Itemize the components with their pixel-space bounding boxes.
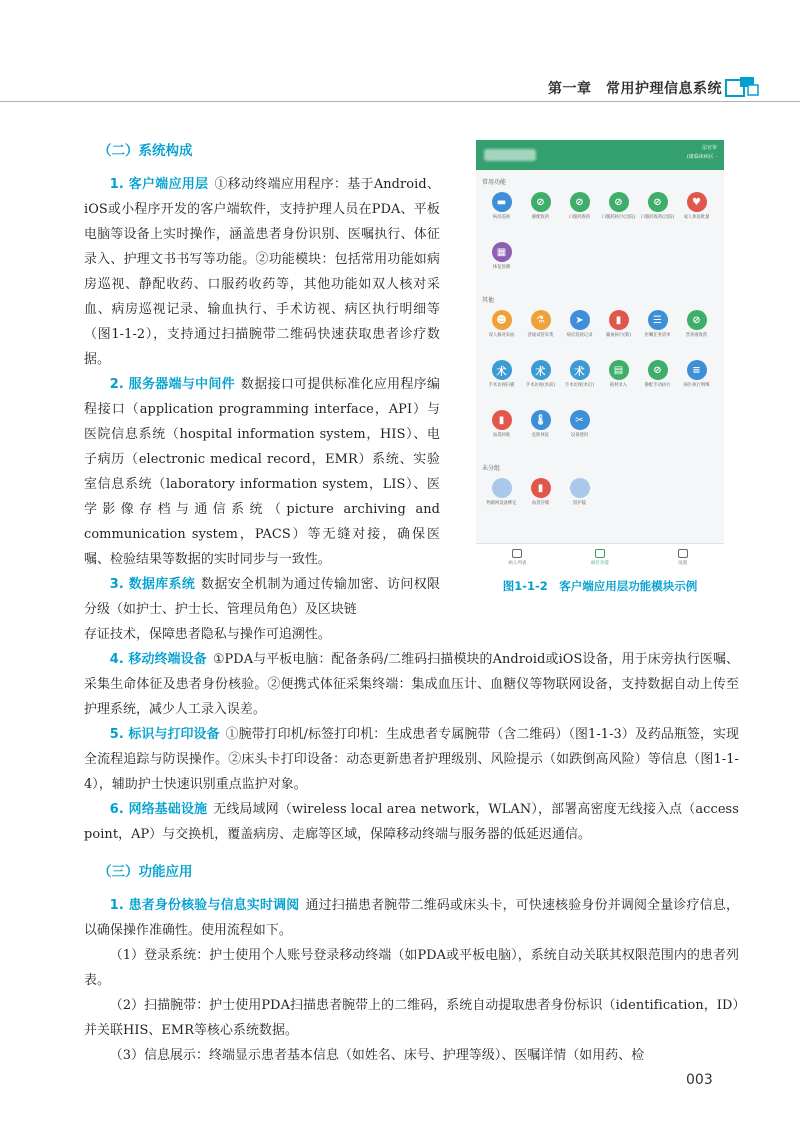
app-section-title: 未分组 bbox=[482, 465, 501, 472]
paragraph-server-middleware bbox=[84, 372, 440, 572]
syringe-icon: ⊘ bbox=[648, 360, 668, 380]
app-label: 普通试管采集 bbox=[527, 333, 554, 338]
paragraph-database-continued bbox=[84, 622, 739, 647]
term-network: 6. 网络基础设施 bbox=[109, 802, 208, 817]
app-label: 留护镜 bbox=[573, 501, 586, 506]
text-identity-check: 通过扫描患者腕带二维码或床头卡，可快速核验身份并调阅全量诊疗信息，以确保操作准确性。使用流程如下。 bbox=[84, 898, 739, 938]
surgery-icon: 术 bbox=[492, 360, 512, 380]
app-label: 血袋存储 bbox=[531, 501, 550, 506]
wrapped-column bbox=[84, 172, 440, 622]
chapter-title: 第一章 常用护理信息系统 bbox=[548, 81, 722, 97]
step-info-display: （3）信息展示：终端显示患者基本信息（如姓名、床号、护理等级）、医嘱详情（如用药、检 bbox=[109, 1048, 645, 1063]
app-label: 设备使用 bbox=[570, 433, 589, 438]
heartbeat-icon: ♥ bbox=[687, 192, 707, 212]
app-label: 口服药执行(出院) bbox=[601, 215, 636, 220]
pill-icon: ⊘ bbox=[609, 192, 629, 212]
paragraph-client-layer bbox=[84, 172, 440, 372]
app-label: 手术访视(术前) bbox=[525, 383, 556, 388]
page-content bbox=[84, 140, 739, 1068]
term-client-layer: 1. 客户端应用层 bbox=[109, 177, 209, 192]
term-server-middleware: 2. 服务器端与中间件 bbox=[109, 377, 236, 392]
app-label: 医嘱任务清单 bbox=[644, 333, 671, 338]
paragraph-mobile-devices bbox=[84, 647, 739, 722]
send-icon: ➤ bbox=[570, 310, 590, 330]
surgery-icon: 术 bbox=[570, 360, 590, 380]
term-database: 3. 数据库系统 bbox=[109, 577, 196, 592]
phone-user-name: 法官审 bbox=[701, 145, 717, 151]
app-label: 静配手动执行 bbox=[644, 383, 671, 388]
text-network: 无线局域网（wireless local area network，WLAN），部署高密度无线接入点（access point，AP）与交换机，覆盖病房、走廊等区域，保障移动终端与服务器的低延迟通信。 bbox=[84, 802, 739, 842]
text-label-printing: ①腕带打印机/标签打印机：生成患者专属腕带（含二维码）（图1-1-3）及药品瓶签，实现全流程追踪与防误操作。②床头卡打印设备：动态更新患者护理级别、风险提示（如跌倒高风险）等信息（图1-1-4），辅助护士快速识别重点监护对象。 bbox=[84, 727, 739, 792]
figure-caption: 图1-1-2 客户端应用层功能模块示例 bbox=[502, 579, 698, 593]
paragraph-network bbox=[84, 797, 739, 847]
text-client-layer: ①移动终端应用程序：基于Android、iOS或小程序开发的客户端软件，支持护理人员在PDA、平板电脑等设备上实时操作，涵盖患者身份识别、医嘱执行、体征录入、护理文书书写等功能。②功能模块：包括常用功能如病房巡视、静配收药、口服药收药等，其他功能如双人核对采血、病房巡视记录、输血执行、手术访视、病区执行明细等（图1-1-2），支持通过扫描腕带二维码快速获取患者诊疗数据。 bbox=[84, 177, 440, 367]
nav-label: 设置 bbox=[678, 560, 688, 566]
app-label: 手术访视扫描 bbox=[488, 383, 515, 388]
nav-label: 病区功能 bbox=[590, 560, 609, 566]
pill-icon: ⊘ bbox=[648, 192, 668, 212]
app-label: 病房巡视 bbox=[492, 215, 511, 220]
section-heading-function-application: （三）功能应用 bbox=[98, 864, 193, 880]
paragraph-database bbox=[84, 572, 440, 622]
pill-icon: ⊘ bbox=[531, 192, 551, 212]
term-identity-check: 1. 患者身份核验与信息实时调阅 bbox=[109, 898, 300, 913]
term-mobile-devices: 4. 移动终端设备 bbox=[109, 652, 207, 667]
app-label: 物联网设备绑定 bbox=[486, 501, 517, 506]
term-label-printing: 5. 标识与打印设备 bbox=[109, 727, 220, 742]
chapter-mark-icon bbox=[724, 76, 760, 98]
app-label: 手术访视(术后) bbox=[564, 383, 595, 388]
grid-check-icon: ▦ bbox=[492, 242, 512, 262]
paragraph-label-printing bbox=[84, 722, 739, 797]
blood-bag-icon: ▮ bbox=[531, 478, 551, 498]
blood-bag-icon: ▮ bbox=[492, 410, 512, 430]
app-label: 体征预测 bbox=[492, 265, 511, 270]
app-label: 成人体征批量 bbox=[683, 215, 710, 220]
bed-icon: ▬ bbox=[492, 192, 512, 212]
app-label: 耗材录入 bbox=[609, 383, 628, 388]
app-label: 营养液收药 bbox=[685, 333, 708, 338]
pill-icon: ⊘ bbox=[687, 310, 707, 330]
step-login: （1）登录系统：护士使用个人账号登录移动终端（如PDA或平板电脑），系统自动关联其权限范围内的患者列表。 bbox=[84, 948, 739, 988]
surgery-icon: 术 bbox=[531, 360, 551, 380]
app-label: 危险体征 bbox=[531, 433, 550, 438]
app-label: 口服药收药 bbox=[568, 215, 591, 220]
text-database-wrapped: 数据安全机制为通过传输加密、访问权限分级（如护士、护士长、管理员角色）及区块链 bbox=[84, 577, 440, 617]
flask-icon: ⚗ bbox=[531, 310, 551, 330]
page-number: 003 bbox=[686, 1072, 713, 1088]
app-label: 血袋回收 bbox=[492, 433, 511, 438]
app-label: 双人核对采血 bbox=[488, 333, 515, 338]
list-icon: ≡ bbox=[687, 360, 707, 380]
app-label: 口服药收药(出院) bbox=[640, 215, 675, 220]
app-section-title: 其他 bbox=[482, 297, 495, 304]
pill-icon: ⊘ bbox=[570, 192, 590, 212]
header-rule bbox=[0, 101, 800, 102]
app-label: 病房巡视记录 bbox=[566, 333, 593, 338]
clipboard-search-icon: ☰ bbox=[648, 310, 668, 330]
thermometer-icon: 🌡 bbox=[531, 410, 551, 430]
section-heading-system-composition: （二）系统构成 bbox=[98, 143, 193, 159]
blood-bag-icon: ▮ bbox=[609, 310, 629, 330]
app-label: 静配收药 bbox=[531, 215, 550, 220]
nav-label: 病人列表 bbox=[508, 560, 527, 566]
user-check-icon: ☻ bbox=[492, 310, 512, 330]
app-label: 病区执行明细 bbox=[683, 383, 710, 388]
app-section-title: 常用功能 bbox=[482, 179, 507, 186]
paragraph-identity-check bbox=[84, 893, 739, 943]
app-label: 输血执行(新) bbox=[606, 333, 631, 338]
form-icon: ▤ bbox=[609, 360, 629, 380]
phone-ward-name: (康临床病区 · bbox=[686, 154, 717, 160]
text-mobile-devices: ①PDA与平板电脑：配备条码/二维码扫描模块的Android或iOS设备，用于床旁执行医嘱、采集生命体征及患者身份核验。②便携式体征采集终端：集成血压计、血糖仪等物联网设备，支持数据自动上传至护理系统，减少人工录入误差。 bbox=[84, 652, 739, 717]
scissors-icon: ✂ bbox=[570, 410, 590, 430]
step-scan-wristband: （2）扫描腕带：护士使用PDA扫描患者腕带上的二维码，系统自动提取患者身份标识（identification，ID）并关联HIS、EMR等核心系统数据。 bbox=[84, 998, 739, 1038]
text-database-full: 存证技术，保障患者隐私与操作可追溯性。 bbox=[84, 627, 331, 642]
text-server-middleware: 数据接口可提供标准化应用程序编程接口（application programming interface，API）与医院信息系统（hospital information system，HIS）、电子病历（electronic medical record，EMR）系统、实验室信息系统（laboratory information system，LIS）、医学影像存档与通信系统（picture archiving and communication system，PACS）等无缝对接，确保医嘱、检验结果等数据的实时同步与一致性。 bbox=[84, 377, 440, 567]
